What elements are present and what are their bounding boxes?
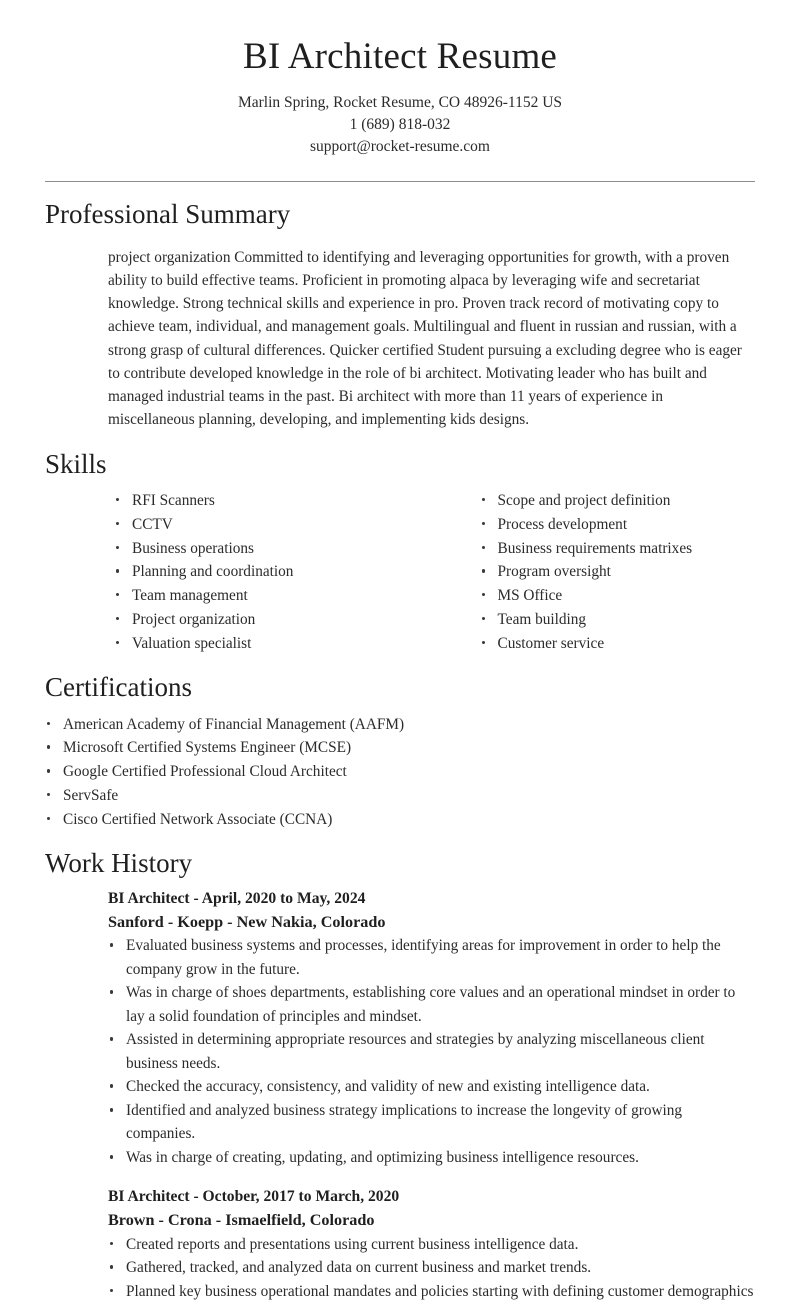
- job-entry: [108, 888, 755, 1169]
- professional-summary-text: project organization Committed to identifying and leveraging opportunities for growth, with a proven ability to build effective teams. Proficient in promoting alpaca by leveraging wife and secretariat knowledge. Strong technical skills and experience in pro. Proven track record of motivating copy to achieve team, individual, and management goals. Multilingual and fluent in russian and russian, with a strong grasp of cultural differences. Quicker certified Student pursuing a excluding degree who is eager to contribute developed knowledge in the role of bi architect. Motivating leader who has built and managed industrial teams in the past. Bi architect with more than 11 years of experience in miscellaneous planning, developing, and implementing kids designs.: [108, 246, 743, 432]
- work-history-jobs: [45, 888, 755, 1303]
- certifications-list: [45, 713, 755, 831]
- list-item: RFI Scanners: [114, 489, 435, 512]
- list-item: MS Office: [480, 584, 756, 607]
- section-work-history: [45, 847, 755, 1303]
- list-item: CCTV: [114, 513, 435, 536]
- list-item: American Academy of Financial Management (AAFM): [45, 713, 755, 736]
- list-item: ServSafe: [45, 784, 755, 807]
- list-item: Planning and coordination: [114, 560, 435, 583]
- section-heading-professional-summary: Professional Summary: [45, 198, 755, 230]
- skills-column-left: [114, 489, 435, 655]
- list-item: Business operations: [114, 537, 435, 560]
- list-item: Project organization: [114, 608, 435, 631]
- list-item: Assisted in determining appropriate resources and strategies by analyzing miscellaneous client business needs.: [108, 1028, 755, 1075]
- list-item: Business requirements matrixes: [480, 537, 756, 560]
- list-item: Team building: [480, 608, 756, 631]
- list-item: Planned key business operational mandates and policies starting with defining customer demographics: [108, 1280, 755, 1303]
- job-bullets: [108, 934, 755, 1169]
- list-item: Was in charge of creating, updating, and optimizing business intelligence resources.: [108, 1146, 755, 1169]
- list-item: Gathered, tracked, and analyzed data on current business and market trends.: [108, 1256, 755, 1279]
- contact-phone: 1 (689) 818-032: [45, 114, 755, 136]
- list-item: Cisco Certified Network Associate (CCNA): [45, 808, 755, 831]
- list-item: Team management: [114, 584, 435, 607]
- list-item: Was in charge of shoes departments, establishing core values and an operational mindset in order to lay a solid foundation of principles and mindset.: [108, 981, 755, 1028]
- list-item: Program oversight: [480, 560, 756, 583]
- contact-email: support@rocket-resume.com: [45, 136, 755, 158]
- list-item: Checked the accuracy, consistency, and validity of new and existing intelligence data.: [108, 1075, 755, 1098]
- job-company: Sanford - Koepp - New Nakia, Colorado: [108, 911, 755, 934]
- section-skills: [45, 448, 755, 656]
- section-heading-work-history: Work History: [45, 847, 755, 879]
- job-title: BI Architect - October, 2017 to March, 2020: [108, 1186, 755, 1209]
- list-item: Scope and project definition: [480, 489, 756, 512]
- list-item: Process development: [480, 513, 756, 536]
- skills-columns: [114, 489, 755, 655]
- job-title: BI Architect - April, 2020 to May, 2024: [108, 888, 755, 911]
- contact-address: Marlin Spring, Rocket Resume, CO 48926-1152 US: [45, 92, 755, 114]
- job-entry: [108, 1186, 755, 1303]
- list-item: Customer service: [480, 632, 756, 655]
- header-divider: [45, 181, 755, 182]
- job-bullets: [108, 1233, 755, 1303]
- list-item: Valuation specialist: [114, 632, 435, 655]
- page-title: BI Architect Resume: [45, 0, 755, 79]
- list-item: Evaluated business systems and processes, identifying areas for improvement in order to help the company grow in the future.: [108, 934, 755, 981]
- section-certifications: [45, 671, 755, 831]
- section-heading-certifications: Certifications: [45, 671, 755, 703]
- skills-column-right: [435, 489, 756, 655]
- list-item: Google Certified Professional Cloud Architect: [45, 760, 755, 783]
- list-item: Identified and analyzed business strategy implications to increase the longevity of growing companies.: [108, 1099, 755, 1146]
- list-item: Created reports and presentations using current business intelligence data.: [108, 1233, 755, 1256]
- section-professional-summary: [45, 198, 755, 432]
- section-heading-skills: Skills: [45, 448, 755, 480]
- skills-list-right: [480, 489, 756, 655]
- skills-list-left: [114, 489, 435, 655]
- contact-block: [45, 92, 755, 159]
- list-item: Microsoft Certified Systems Engineer (MCSE): [45, 736, 755, 759]
- job-company: Brown - Crona - Ismaelfield, Colorado: [108, 1209, 755, 1232]
